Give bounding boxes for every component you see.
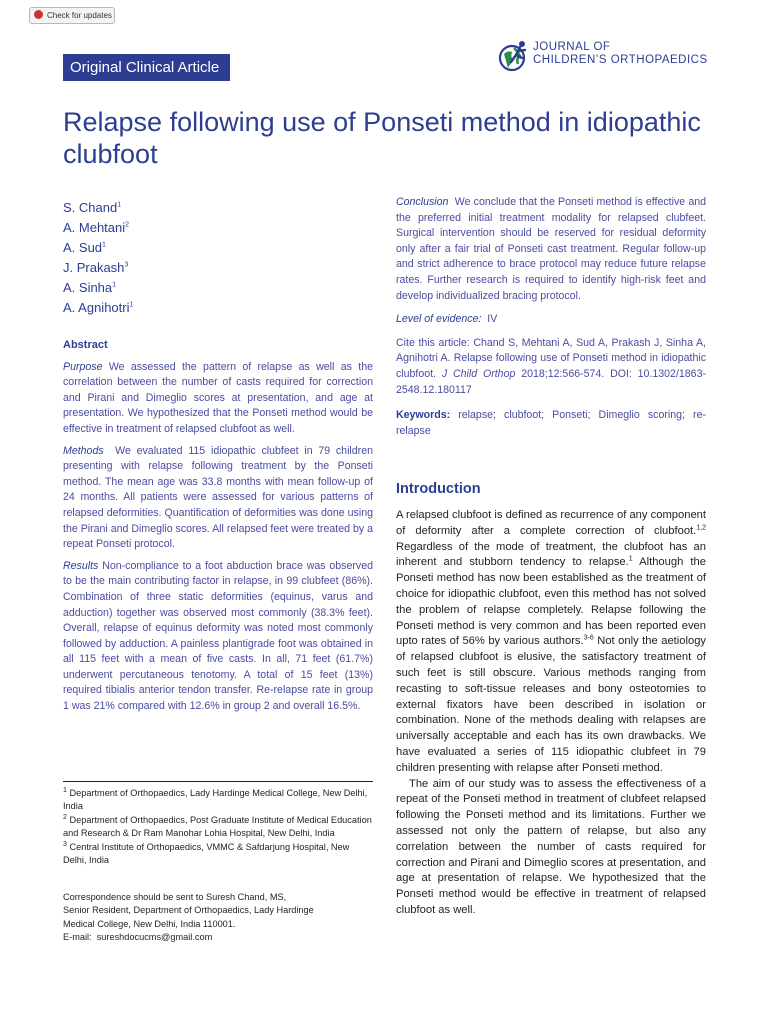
methods-label: Methods: [63, 444, 104, 457]
journal-logo[interactable]: [496, 38, 736, 80]
intro-paragraph-1: A relapsed clubfoot is defined as recurrence of any component of deformity after a complete correction of clubfoot.$^{1,2}$ Regardless of the mode of treatment, the clubfoot has an inherent and stubborn tendency to relapse.$^1$ Although the Ponseti method has now been established as the treatment of choice for idiopathic clubfoot, even this method has not solved the problem of relapse completely. Relapse following the Ponseti method is very common and has been reported even upto rates of 56% by various authors.$^{3-6}$ Not only the aetiology of relapsed clubfoot is elusive, the satisfactory treatment of such feet is still obscure. Various methods ranging from recasting to soft-tissue releases and bony osteotomies to external fixators have been described in isolation or combination. None of the methods dealing with relapses are universally acceptable and each has its own drawbacks. We have evaluated a series of 115 idiopathic clubfeet in 79 children presenting with relapse after Ponseti method.: [396, 509, 707, 774]
check-for-updates-button[interactable]: [29, 7, 115, 24]
keywords-label: Keywords:: [396, 409, 451, 422]
journal-name: [533, 41, 708, 66]
level-of-evidence: Level of evidence: IV: [396, 313, 498, 326]
email-link[interactable]: sureshdocucms@gmail.com: [96, 932, 213, 943]
author-item[interactable]: S. Chand$^1$: [63, 200, 122, 215]
journal-name-line1: JOURNAL OF: [533, 41, 611, 53]
abstract-methods: Methods We evaluated 115 idiopathic clubfeet in 79 children presenting with relapse following treatment by the Ponseti method. The mean age was 33.8 months with mean follow-up of 24 months. All patients were assessed for various patterns of relapsed deformities. Quantification of deformities was done using the Pirani and Dimeglio scores. All relapsed feet were treated by a repeat Ponseti protocol.: [63, 444, 373, 551]
journal-name-line2: CHILDREN’S ORTHOPAEDICS: [533, 53, 708, 66]
author-item[interactable]: A. Sinha$^1$: [63, 280, 117, 295]
article-type-banner: Original Clinical Article: [63, 54, 230, 81]
globe-runner-icon: [496, 38, 532, 78]
author-item[interactable]: J. Prakash$^3$: [63, 260, 129, 275]
correspondence: [63, 891, 373, 945]
correspondence-line: Correspondence should be sent to Suresh Chand, MS,: [63, 892, 287, 902]
abstract-results: Results Non-compliance to a foot abduction brace was observed to be the main contributing factor in relapse, in 99 clubfeet (86%). Combination of three static deformities (equinus, varus and adduction) together was observed most commonly (38.3% feet). Overall, relapse of equinus deformity was noted most commonly followed by adduction. A painless plantigrade foot was obtained in all 115 feet with a mean of five casts. In all, 71 feet (61.7%) underwent percutaneous tenotomy. A total of 15 feet (13%) required tibialis anterior tendon transfer. Re-relapse rate in group 1 was 21% compared with 12.6% in group 2 and overall 16.5%.: [63, 559, 373, 713]
abstract-continued: [396, 195, 706, 445]
affiliation-item: $^1$ Department of Orthopaedics, Lady Hardinge Medical College, New Delhi, India: [63, 786, 368, 812]
introduction-heading: Introduction: [396, 481, 481, 497]
article-title: Relapse following use of Ponseti method in idiopathic clubfoot: [63, 107, 701, 169]
correspondence-line: Medical College, New Delhi, India 110001.: [63, 918, 236, 929]
correspondence-email-line: E-mail: sureshdocucms@gmail.com: [63, 932, 213, 943]
cite-this-article: Cite this article: Chand S, Mehtani A, Sud A, Prakash J, Sinha A, Agnihotri A. Relapse following use of Ponseti method in idiopathic clubfoot. J Child Orthop 2018;12:566-574. DOI: 10.1302/1863-2548.12.180117: [396, 336, 706, 396]
purpose-label: Purpose: [63, 360, 103, 373]
abstract-purpose: Purpose We assessed the pattern of relapse as well as the correlation between the number of casts required for correction and Pirani and Dimeglio scores at presentation, and age at presentation. We hypothesized that the Ponseti method would be effective in treatment of relapsed clubfoot as well.: [63, 360, 373, 435]
affiliations: [63, 787, 373, 867]
check-for-updates-label: Check for updates: [47, 11, 112, 20]
abstract-section: [63, 338, 373, 721]
author-list: [63, 198, 133, 318]
conclusion-label: Conclusion: [396, 196, 449, 208]
author-item[interactable]: A. Mehtani$^2$: [63, 220, 130, 235]
abstract-heading: Abstract: [63, 339, 108, 351]
correspondence-line: Senior Resident, Department of Orthopaedics, Lady Hardinge: [63, 905, 314, 916]
keywords: Keywords: relapse; clubfoot; Ponseti; Dimeglio scoring; re-relapse: [396, 409, 706, 437]
affiliation-item: $^3$ Central Institute of Orthopaedics, VMMC & Safdarjung Hospital, New Delhi, India: [63, 840, 350, 866]
crossmark-icon: [34, 10, 43, 19]
footnote-divider: [63, 781, 373, 782]
author-item[interactable]: A. Sud$^1$: [63, 240, 106, 255]
abstract-conclusion: Conclusion We conclude that the Ponseti method is effective and the preferred initial treatment modality for relapsed clubfeet. Surgical intervention should be reserved for residual deformity only after a fair trial of Ponseti cast treatment. Regular follow-up and strict adherence to brace protocol may reduce future relapse rates. Further research is required to identify high-risk feet and develop individualized bracing protocol.: [396, 196, 707, 302]
author-item[interactable]: A. Agnihotri$^1$: [63, 300, 134, 315]
intro-paragraph-2: The aim of our study was to assess the effectiveness of a repeat of the Ponseti method in treatment of clubfeet relapsed following the Ponseti method and its limitations. Further we assessed not only the pattern of relapse, but also any correlation between the number of casts required for correction and Pirani and Dimeglio scores at presentation, and age at presentation of relapse. We hypothesized that the Ponseti method would be effective in treatment of relapsed clubfoot as well.: [396, 777, 706, 916]
introduction-body: [396, 508, 706, 919]
affiliation-item: $^2$ Department of Orthopaedics, Post Graduate Institute of Medical Education and Research & Dr Ram Manohar Lohia Hospital, New Delhi, India: [63, 813, 372, 839]
results-label: Results: [63, 559, 99, 572]
